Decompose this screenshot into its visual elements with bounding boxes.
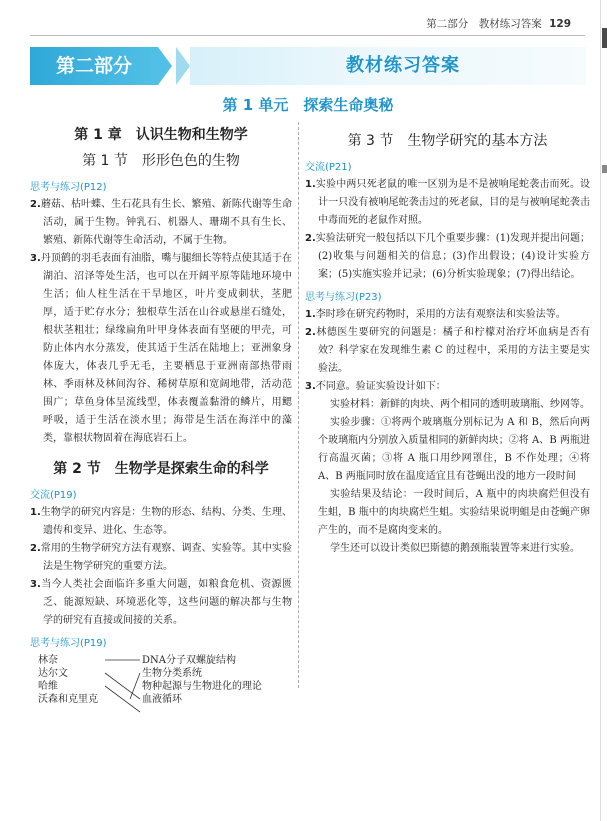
answer-number: 2. bbox=[305, 233, 316, 244]
answer-item bbox=[30, 504, 292, 540]
match-line bbox=[105, 686, 140, 712]
answer-text: 丹顶鹤的羽毛表面有油脂，嘴与腿细长等特点使其适于在湖泊、沼泽等处生活，也可以在开阔平原等陆地环境中生活；仙人柱生活在干旱地区，叶片变成刺状，茎肥厚，适于贮存水分；独根草生活在山谷或悬崖石缝处，根状茎粗壮；绿缘扁角叶甲身体表面有坚硬的甲壳，可防止体内水分蒸发，使其适于生活在陆地上；亚洲象身体庞大，体表几乎无毛，主要栖息于亚洲南部热带雨林、季雨林及林间沟谷、稀树草原和宽阔地带，活动范围广；草鱼身体呈流线型，体表覆盖黏滑的鳞片，用鳃呼吸，适于生活在淡水里；海带是生活在海洋中的藻类，靠根状物固着在海底岩石上。 bbox=[40, 253, 292, 444]
achievement-label: 物种起源与生物进化的理论 bbox=[142, 681, 262, 692]
answer-text: 实验中两只死老鼠的唯一区别为是不是被响尾蛇袭击而死。设计一只没有被响尾蛇袭击过的死老鼠，目的是与被响尾蛇袭击中毒而死的老鼠作对照。 bbox=[315, 179, 590, 226]
answer-item bbox=[305, 324, 590, 378]
answer-number: 3. bbox=[305, 381, 316, 392]
matching-diagram bbox=[30, 652, 292, 722]
exercise-label: 思考与练习(P23) bbox=[305, 292, 382, 303]
answer-item bbox=[305, 176, 590, 230]
answer-number: 1. bbox=[305, 309, 316, 320]
exercise-label: 思考与练习(P12) bbox=[30, 182, 107, 193]
chapter-title: 第 1 章 认识生物和生物学 bbox=[74, 127, 248, 143]
achievement-label: 生物分类系统 bbox=[142, 668, 202, 679]
experiment-materials: 实验材料：新鲜的肉块、两个相同的透明玻璃瓶、纱网等。 bbox=[330, 399, 590, 410]
section-title: 第 3 节 生物学研究的基本方法 bbox=[347, 133, 548, 149]
answer-item bbox=[30, 250, 292, 448]
page-edge bbox=[600, 0, 601, 821]
answer-number: 2. bbox=[30, 199, 41, 210]
answer-item bbox=[305, 378, 590, 396]
column-divider bbox=[298, 122, 299, 688]
scientist-label: 沃森和克里克 bbox=[38, 694, 98, 705]
exercise-label: 思考与练习(P19) bbox=[30, 638, 107, 649]
answer-item bbox=[30, 576, 292, 630]
answer-number: 3. bbox=[30, 253, 41, 264]
answer-text: 蘑菇、枯叶蝶、生石花具有生长、繁殖、新陈代谢等生命活动，属于生物。钟乳石、机器人、珊瑚不具有生长、繁殖、新陈代谢等生命活动，不属于生物。 bbox=[40, 199, 292, 246]
scientist-label: 达尔文 bbox=[38, 668, 68, 679]
answer-text: 生物学的研究内容是：生物的形态、结构、分类、生理、遗传和变异、进化、生态等。 bbox=[40, 507, 292, 536]
answer-item bbox=[30, 196, 292, 250]
unit-title: 第 1 单元 探索生命奥秘 bbox=[222, 96, 394, 114]
edge-tab-marker bbox=[602, 28, 607, 48]
banner-part-label: 第二部分 bbox=[30, 47, 158, 85]
answer-text: 不同意。验证实验设计如下： bbox=[315, 381, 446, 392]
answer-text: 实验法研究一般包括以下几个重要步骤：(1)发现并提出问题；(2)收集与问题相关的信息；(3)作出假设；(4)设计实验方案；(5)实施实验并记录；(6)分析实验现象；(7)得出结论。 bbox=[315, 233, 590, 280]
page-number: 129 bbox=[549, 18, 571, 30]
section-title: 第 1 节 形形色色的生物 bbox=[82, 153, 240, 169]
chevron-icon bbox=[158, 47, 172, 85]
experiment-results: 实验结果及结论：一段时间后，A 瓶中的肉块腐烂但没有生蛆，B 瓶中的肉块腐烂生蛆。实验结果说明蛆是由苍蝇产卵产生的，而不是腐肉变来的。 bbox=[318, 489, 590, 536]
page-header bbox=[0, 0, 607, 40]
scientist-label: 哈维 bbox=[38, 681, 58, 692]
exchange-label: 交流(P21) bbox=[305, 162, 352, 173]
experiment-steps: 实验步骤：①将两个玻璃瓶分别标记为 A 和 B，然后向两个玻璃瓶内分别放入质量相同的新鲜肉块；②将 A、B 两瓶进行高温灭菌；③将 A 瓶口用纱网罩住，B 不作处理；④将 A、B 两瓶同时放在温度适宜且有苍蝇出没的地方一段时间 bbox=[318, 417, 590, 482]
scientist-label: 林奈 bbox=[38, 655, 58, 666]
running-header bbox=[426, 16, 571, 31]
answer-number: 1. bbox=[30, 507, 41, 518]
answer-item bbox=[30, 540, 292, 576]
answer-item bbox=[305, 306, 590, 324]
answer-number: 1. bbox=[305, 179, 316, 190]
chevron-icon bbox=[176, 47, 190, 85]
answer-number: 2. bbox=[305, 327, 316, 338]
header-rule bbox=[30, 35, 585, 36]
exchange-label: 交流(P19) bbox=[30, 490, 77, 501]
edge-tab-marker-small bbox=[602, 165, 607, 173]
answer-item bbox=[305, 230, 590, 284]
experiment-note: 学生还可以设计类似巴斯德的鹅颈瓶装置等来进行实验。 bbox=[330, 543, 580, 554]
achievement-label: DNA分子双螺旋结构 bbox=[142, 655, 236, 666]
answer-text: 林德医生要研究的问题是：橘子和柠檬对治疗坏血病是否有效？科学家在发现维生素 C 的过程中，采用的方法主要是实验法。 bbox=[315, 327, 590, 374]
achievement-label: 血液循环 bbox=[142, 694, 182, 705]
part-banner bbox=[30, 47, 586, 85]
banner-title: 教材练习答案 bbox=[346, 55, 460, 76]
running-title: 第二部分 教材练习答案 bbox=[426, 18, 542, 30]
answer-text: 李时珍在研究药物时，采用的方法有观察法和实验法等。 bbox=[315, 309, 566, 320]
answer-number: 3. bbox=[30, 579, 41, 590]
right-column bbox=[305, 120, 590, 558]
section-title: 第 2 节 生物学是探索生命的科学 bbox=[53, 461, 269, 477]
answer-text: 常用的生物学研究方法有观察、调查、实验等。其中实验法是生物学研究的重要方法。 bbox=[40, 543, 292, 572]
answer-number: 2. bbox=[30, 543, 41, 554]
answer-text: 当今人类社会面临许多重大问题，如粮食危机、资源匮乏、能源短缺、环境恶化等，这些问题的解决都与生物学的研究有直接或间接的关系。 bbox=[40, 579, 292, 626]
left-column bbox=[30, 120, 292, 722]
